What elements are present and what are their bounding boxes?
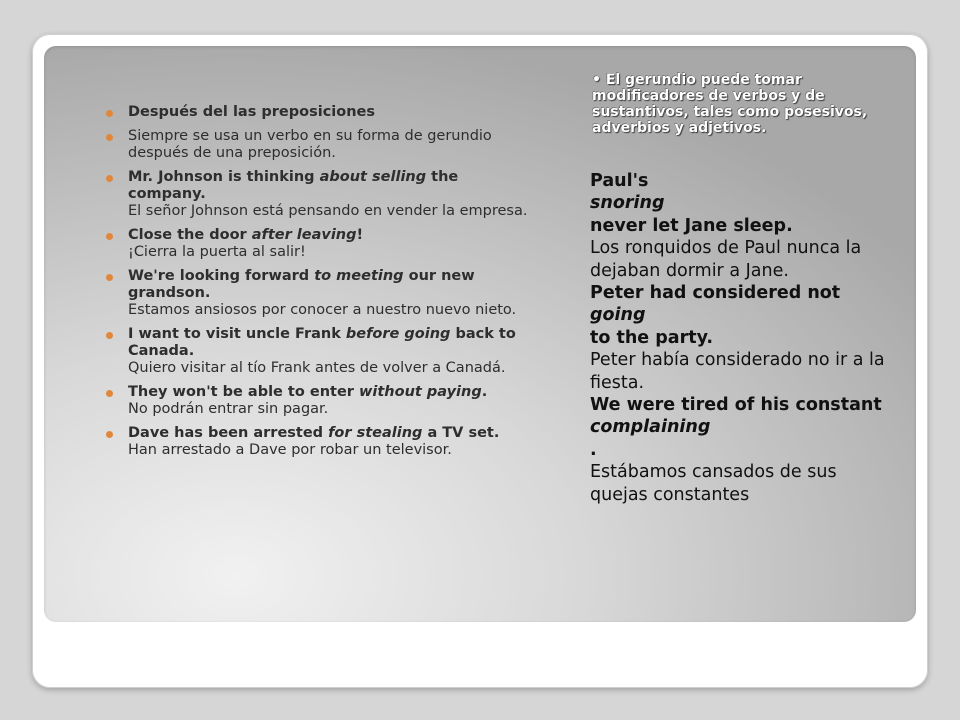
en-text: They won't be able to enter <box>128 384 359 400</box>
en-text: Close the door <box>128 227 252 243</box>
bullet-heading <box>104 104 534 121</box>
en-gerund: going <box>590 305 646 326</box>
en-gerund: to meeting <box>314 268 404 284</box>
bullet-example <box>104 326 534 377</box>
en-gerund: before going <box>345 326 451 342</box>
en-text: the company. <box>128 169 459 202</box>
left-column <box>104 104 534 466</box>
right-example-spanish: Estábamos cansados de sus quejas constantes <box>590 462 837 505</box>
en-text: We were tired of his constant <box>590 395 882 416</box>
en-gerund: snoring <box>590 193 665 214</box>
example-english <box>128 169 534 203</box>
example-spanish: Estamos ansiosos por conocer a nuestro nuevo nieto. <box>128 302 517 318</box>
en-text: . <box>590 439 597 460</box>
example-spanish: Han arrestado a Dave por robar un televisor. <box>128 442 452 458</box>
bullet-example <box>104 268 534 319</box>
en-text: . <box>481 384 488 400</box>
en-text: back to Canada. <box>128 326 516 359</box>
example-spanish: Quiero visitar al tío Frank antes de volver a Canadá. <box>128 360 506 376</box>
heading-text: Después del las preposiciones <box>128 104 376 120</box>
en-text: Dave has been arrested <box>128 425 329 441</box>
en-text: Peter had considered not <box>590 283 841 304</box>
en-gerund: about selling <box>319 169 427 185</box>
en-gerund: after leaving <box>251 227 357 243</box>
example-spanish: El señor Johnson está pensando en vender la empresa. <box>128 203 528 219</box>
en-text: Mr. Johnson is thinking <box>128 169 320 185</box>
en-text: Paul's <box>590 171 649 191</box>
en-text: I want to visit uncle Frank <box>128 326 346 342</box>
right-example-spanish: Los ronquidos de Paul nunca la dejaban dormir a Jane. <box>590 238 862 281</box>
example-english <box>128 326 534 360</box>
right-example-english <box>590 394 890 461</box>
en-gerund: complaining <box>590 417 711 438</box>
bullet-list <box>104 104 534 459</box>
example-english <box>128 268 534 302</box>
example-english <box>128 227 534 244</box>
gerund-note: • El gerundio puede tomar modificadores de verbos y de sustantivos, tales como posesivos, adverbios y adjetivos. <box>592 72 868 136</box>
en-text: ! <box>356 227 364 243</box>
bullet-example <box>104 384 534 418</box>
example-spanish: ¡Cierra la puerta al salir! <box>128 244 306 260</box>
bullet-example <box>104 425 534 459</box>
en-text: We're looking forward <box>128 268 315 284</box>
right-example-spanish: Peter había considerado no ir a la fiesta. <box>590 350 885 393</box>
en-text: to the party. <box>590 327 714 348</box>
en-text: our new grandson. <box>128 268 475 301</box>
en-gerund: without paying <box>359 384 482 400</box>
example-spanish: No podrán entrar sin pagar. <box>128 401 329 417</box>
en-gerund: for stealing <box>328 425 423 441</box>
right-example-english <box>590 282 890 349</box>
en-text: never let Jane sleep. <box>590 215 793 236</box>
bullet-example <box>104 227 534 261</box>
right-examples <box>590 170 890 506</box>
example-english <box>128 425 534 442</box>
bullet-example <box>104 169 534 220</box>
rule-text: Siempre se usa un verbo en su forma de gerundio después de una preposición. <box>128 128 492 161</box>
example-english <box>128 384 534 401</box>
en-text: a TV set. <box>422 425 500 441</box>
bullet-rule <box>104 128 534 162</box>
right-example-english <box>590 170 890 237</box>
